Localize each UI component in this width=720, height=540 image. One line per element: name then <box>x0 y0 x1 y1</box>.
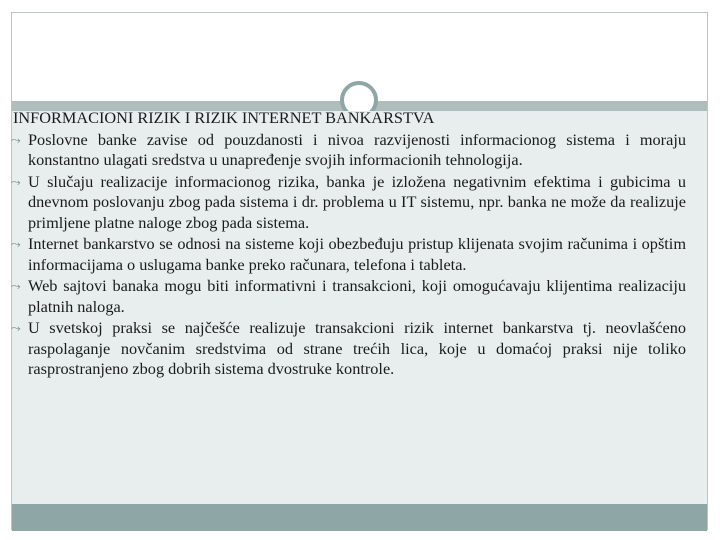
list-item <box>11 172 686 234</box>
curved-arrow-bullet-icon: ⤳ <box>11 321 21 335</box>
list-item <box>11 234 686 275</box>
curved-arrow-bullet-icon: ⤳ <box>11 132 21 147</box>
list-item-text: Web sajtovi banaka mogu biti informativni i transakcioni, koji omogućavaju klijentima realizaciju platnih naloga. <box>28 276 686 316</box>
slide-title: INFORMACIONI RIZIK I RIZIK INTERNET BANKARSTVA <box>13 108 435 127</box>
list-item <box>11 276 686 317</box>
list-item <box>11 130 686 171</box>
slide-content <box>11 108 686 381</box>
list-item <box>11 318 686 380</box>
list-item-text: U svetskoj praksi se najčešće realizuje transakcioni rizik internet bankarstva tj. neovlašćeno raspolaganje novčanim sredstvima od strane trećih lica, koje u domaćoj praksi nije toliko rasprostranjeno zbog dobrih sistema dvostruke kontrole. <box>28 318 686 378</box>
curved-arrow-bullet-icon: ⤳ <box>11 279 21 293</box>
footer-bar <box>12 504 707 531</box>
list-item-text: Poslovne banke zavise od pouzdanosti i nivoa razvijenosti informacionog sistema i moraju konstantno ulagati sredstva u unapređenje svojih informacionih tehnologija. <box>28 129 686 169</box>
bullet-list <box>11 130 686 380</box>
list-item-text: U slučaju realizacije informacionog rizika, banka je izložena negativnim efektima i gubicima u dnevnom poslovanju zbog pada sistema i dr. problema u IT sistemu, npr. banka ne može da realizuje primljene platne naloge zbog pada sistema. <box>28 171 686 232</box>
curved-arrow-bullet-icon: ⤳ <box>11 237 21 251</box>
list-item-text: Internet bankarstvo se odnosi na sisteme koji obezbeđuju pristup klijenata svojim računima i opštim informacijama o uslugama banke preko računara, telefona i tableta. <box>28 234 686 274</box>
curved-arrow-bullet-icon: ⤳ <box>11 174 21 189</box>
